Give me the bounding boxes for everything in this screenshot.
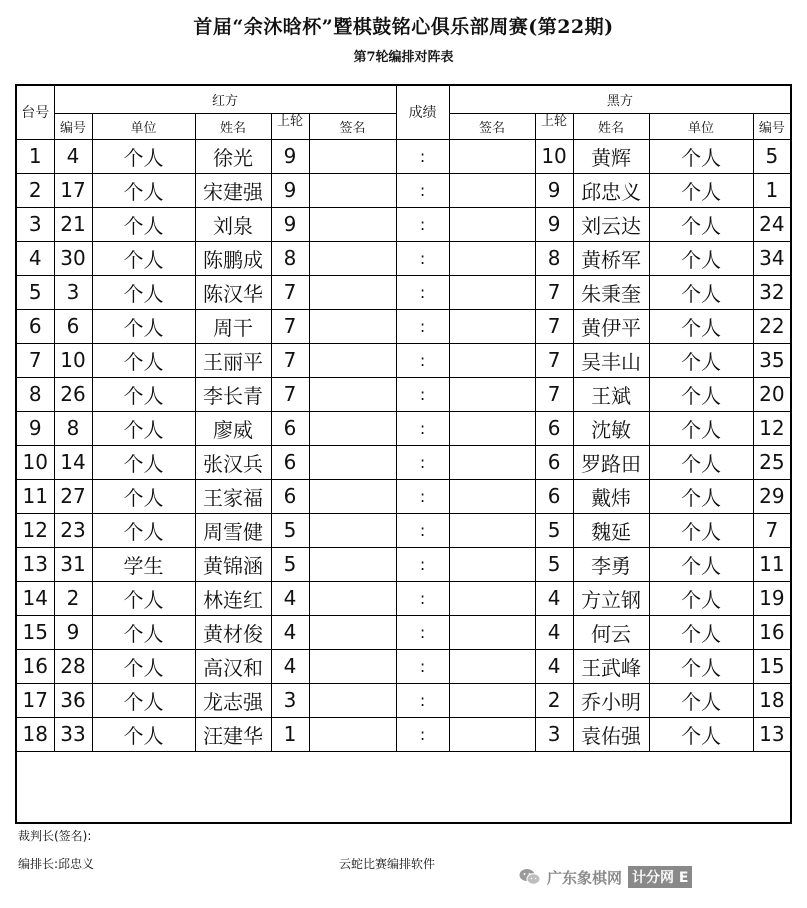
cell-black-number: 12 (753, 411, 791, 445)
cell-table-no: 2 (16, 173, 54, 207)
cell-red-number: 8 (54, 411, 92, 445)
cell-table-no: 7 (16, 343, 54, 377)
cell-black-name: 黄辉 (573, 139, 649, 173)
header-red-number: 编号 (54, 113, 92, 139)
cell-red-last-round: 6 (271, 479, 309, 513)
cell-black-unit: 个人 (649, 615, 753, 649)
cell-red-number: 21 (54, 207, 92, 241)
cell-red-unit: 学生 (92, 547, 195, 581)
cell-red-unit: 个人 (92, 717, 195, 751)
cell-black-name: 魏延 (573, 513, 649, 547)
cell-black-last-round: 9 (535, 173, 573, 207)
cell-black-signature[interactable] (449, 309, 535, 343)
cell-black-name: 袁佑强 (573, 717, 649, 751)
watermark-suffix: 计分网 E (628, 866, 692, 888)
cell-red-number: 27 (54, 479, 92, 513)
cell-black-number: 24 (753, 207, 791, 241)
table-row (16, 207, 791, 241)
cell-red-name: 黄锦涵 (195, 547, 271, 581)
cell-red-name: 廖威 (195, 411, 271, 445)
cell-black-number: 35 (753, 343, 791, 377)
cell-red-last-round: 9 (271, 139, 309, 173)
cell-red-last-round: 6 (271, 445, 309, 479)
header-black-name: 姓名 (573, 113, 649, 139)
cell-red-last-round: 1 (271, 717, 309, 751)
cell-red-name: 黄材俊 (195, 615, 271, 649)
table-row (16, 581, 791, 615)
cell-red-unit: 个人 (92, 207, 195, 241)
header-black-number: 编号 (753, 113, 791, 139)
cell-red-number: 2 (54, 581, 92, 615)
cell-red-unit: 个人 (92, 139, 195, 173)
table-row (16, 275, 791, 309)
cell-score: : (396, 309, 449, 343)
cell-black-unit: 个人 (649, 377, 753, 411)
cell-red-signature[interactable] (309, 173, 396, 207)
cell-red-signature[interactable] (309, 615, 396, 649)
cell-red-unit: 个人 (92, 377, 195, 411)
cell-red-name: 周雪健 (195, 513, 271, 547)
cell-table-no: 13 (16, 547, 54, 581)
cell-red-number: 36 (54, 683, 92, 717)
cell-score: : (396, 343, 449, 377)
cell-black-signature[interactable] (449, 615, 535, 649)
header-score: 成绩 (396, 85, 449, 139)
cell-red-signature[interactable] (309, 377, 396, 411)
cell-red-number: 28 (54, 649, 92, 683)
cell-red-signature[interactable] (309, 445, 396, 479)
cell-black-number: 5 (753, 139, 791, 173)
cell-red-name: 陈汉华 (195, 275, 271, 309)
header-black-unit: 单位 (649, 113, 753, 139)
cell-score: : (396, 139, 449, 173)
cell-black-last-round: 5 (535, 513, 573, 547)
cell-table-no: 10 (16, 445, 54, 479)
cell-red-signature[interactable] (309, 547, 396, 581)
cell-black-last-round: 7 (535, 377, 573, 411)
cell-black-unit: 个人 (649, 411, 753, 445)
header-red-side: 红方 (54, 85, 396, 113)
cell-table-no: 16 (16, 649, 54, 683)
cell-black-name: 邱忠义 (573, 173, 649, 207)
cell-red-name: 张汉兵 (195, 445, 271, 479)
blank-cell (16, 751, 791, 823)
header-table-no: 台号 (16, 85, 54, 139)
cell-black-last-round: 6 (535, 479, 573, 513)
cell-black-unit: 个人 (649, 649, 753, 683)
cell-score: : (396, 513, 449, 547)
cell-red-name: 林连红 (195, 581, 271, 615)
cell-black-name: 吴丰山 (573, 343, 649, 377)
cell-black-number: 18 (753, 683, 791, 717)
cell-red-signature[interactable] (309, 343, 396, 377)
cell-table-no: 9 (16, 411, 54, 445)
table-row (16, 649, 791, 683)
cell-table-no: 4 (16, 241, 54, 275)
cell-black-last-round: 9 (535, 207, 573, 241)
cell-black-unit: 个人 (649, 445, 753, 479)
cell-red-last-round: 3 (271, 683, 309, 717)
cell-black-number: 19 (753, 581, 791, 615)
cell-score: : (396, 241, 449, 275)
cell-table-no: 17 (16, 683, 54, 717)
cell-black-signature[interactable] (449, 241, 535, 275)
header-black-last-round: 上轮 (535, 113, 573, 139)
cell-red-unit: 个人 (92, 241, 195, 275)
cell-red-number: 4 (54, 139, 92, 173)
cell-score: : (396, 649, 449, 683)
cell-table-no: 3 (16, 207, 54, 241)
cell-red-signature[interactable] (309, 411, 396, 445)
cell-red-last-round: 6 (271, 411, 309, 445)
table-row (16, 683, 791, 717)
cell-score: : (396, 411, 449, 445)
cell-black-number: 15 (753, 649, 791, 683)
cell-red-name: 陈鹏成 (195, 241, 271, 275)
cell-red-number: 14 (54, 445, 92, 479)
header-black-side: 黑方 (449, 85, 791, 113)
cell-black-signature[interactable] (449, 479, 535, 513)
arranger-label: 编排长:邱忠义 (18, 857, 95, 871)
cell-score: : (396, 173, 449, 207)
cell-black-signature[interactable] (449, 547, 535, 581)
cell-score: : (396, 717, 449, 751)
cell-red-unit: 个人 (92, 173, 195, 207)
cell-red-signature[interactable] (309, 649, 396, 683)
table-row (16, 343, 791, 377)
cell-red-name: 徐光 (195, 139, 271, 173)
cell-red-unit: 个人 (92, 343, 195, 377)
cell-black-last-round: 4 (535, 615, 573, 649)
cell-red-last-round: 4 (271, 581, 309, 615)
cell-red-name: 周干 (195, 309, 271, 343)
cell-black-number: 1 (753, 173, 791, 207)
cell-black-number: 11 (753, 547, 791, 581)
cell-score: : (396, 479, 449, 513)
cell-red-last-round: 4 (271, 615, 309, 649)
cell-black-unit: 个人 (649, 241, 753, 275)
cell-red-unit: 个人 (92, 411, 195, 445)
header-red-last-round: 上轮 (271, 113, 309, 139)
cell-table-no: 5 (16, 275, 54, 309)
watermark-text: 广东象棋网 (547, 868, 623, 887)
cell-table-no: 11 (16, 479, 54, 513)
cell-red-number: 30 (54, 241, 92, 275)
table-row (16, 513, 791, 547)
cell-table-no: 15 (16, 615, 54, 649)
cell-black-name: 朱秉奎 (573, 275, 649, 309)
cell-table-no: 8 (16, 377, 54, 411)
cell-black-name: 沈敏 (573, 411, 649, 445)
cell-table-no: 14 (16, 581, 54, 615)
cell-red-number: 9 (54, 615, 92, 649)
cell-black-number: 29 (753, 479, 791, 513)
cell-red-name: 宋建强 (195, 173, 271, 207)
table-row (16, 547, 791, 581)
cell-table-no: 1 (16, 139, 54, 173)
cell-red-unit: 个人 (92, 309, 195, 343)
cell-black-unit: 个人 (649, 581, 753, 615)
cell-black-name: 黄伊平 (573, 309, 649, 343)
cell-red-last-round: 7 (271, 343, 309, 377)
cell-black-last-round: 8 (535, 241, 573, 275)
cell-black-unit: 个人 (649, 547, 753, 581)
cell-black-signature[interactable] (449, 581, 535, 615)
cell-red-number: 10 (54, 343, 92, 377)
cell-red-last-round: 5 (271, 547, 309, 581)
cell-red-number: 6 (54, 309, 92, 343)
cell-red-signature[interactable] (309, 479, 396, 513)
cell-red-unit: 个人 (92, 479, 195, 513)
cell-black-unit: 个人 (649, 513, 753, 547)
cell-red-unit: 个人 (92, 683, 195, 717)
cell-black-name: 罗路田 (573, 445, 649, 479)
cell-red-signature[interactable] (309, 275, 396, 309)
cell-score: : (396, 615, 449, 649)
cell-black-signature[interactable] (449, 445, 535, 479)
cell-red-last-round: 4 (271, 649, 309, 683)
cell-black-unit: 个人 (649, 139, 753, 173)
table-row (16, 173, 791, 207)
cell-red-name: 高汉和 (195, 649, 271, 683)
blank-row (16, 751, 791, 823)
cell-black-signature[interactable] (449, 683, 535, 717)
cell-black-name: 李勇 (573, 547, 649, 581)
cell-red-signature[interactable] (309, 683, 396, 717)
cell-score: : (396, 445, 449, 479)
cell-black-unit: 个人 (649, 717, 753, 751)
cell-red-signature[interactable] (309, 241, 396, 275)
header-red-signature: 签名 (309, 113, 396, 139)
cell-black-signature[interactable] (449, 139, 535, 173)
cell-black-number: 16 (753, 615, 791, 649)
cell-black-number: 7 (753, 513, 791, 547)
cell-red-signature[interactable] (309, 309, 396, 343)
cell-red-signature[interactable] (309, 717, 396, 751)
cell-black-number: 32 (753, 275, 791, 309)
cell-red-number: 17 (54, 173, 92, 207)
cell-red-number: 31 (54, 547, 92, 581)
cell-red-last-round: 7 (271, 275, 309, 309)
cell-black-name: 何云 (573, 615, 649, 649)
cell-black-unit: 个人 (649, 309, 753, 343)
cell-red-signature[interactable] (309, 207, 396, 241)
table-row (16, 717, 791, 751)
cell-black-last-round: 7 (535, 275, 573, 309)
cell-score: : (396, 683, 449, 717)
cell-black-unit: 个人 (649, 275, 753, 309)
cell-black-last-round: 5 (535, 547, 573, 581)
cell-black-last-round: 4 (535, 581, 573, 615)
cell-table-no: 12 (16, 513, 54, 547)
cell-score: : (396, 547, 449, 581)
cell-black-last-round: 6 (535, 445, 573, 479)
watermark (519, 864, 781, 890)
table-row (16, 139, 791, 173)
cell-black-last-round: 7 (535, 343, 573, 377)
cell-score: : (396, 275, 449, 309)
cell-score: : (396, 581, 449, 615)
cell-black-number: 25 (753, 445, 791, 479)
cell-red-name: 汪建华 (195, 717, 271, 751)
cell-red-signature[interactable] (309, 581, 396, 615)
cell-black-name: 刘云达 (573, 207, 649, 241)
cell-black-last-round: 3 (535, 717, 573, 751)
cell-black-last-round: 6 (535, 411, 573, 445)
table-row (16, 241, 791, 275)
cell-black-unit: 个人 (649, 343, 753, 377)
table-row (16, 615, 791, 649)
cell-red-signature[interactable] (309, 513, 396, 547)
cell-black-unit: 个人 (649, 683, 753, 717)
pairing-table (15, 84, 792, 824)
cell-red-signature[interactable] (309, 139, 396, 173)
header-red-unit: 单位 (92, 113, 195, 139)
cell-black-signature[interactable] (449, 343, 535, 377)
cell-black-last-round: 7 (535, 309, 573, 343)
pairing-rows (16, 139, 791, 823)
cell-table-no: 18 (16, 717, 54, 751)
cell-black-signature[interactable] (449, 513, 535, 547)
cell-red-number: 26 (54, 377, 92, 411)
cell-red-name: 龙志强 (195, 683, 271, 717)
cell-black-number: 13 (753, 717, 791, 751)
cell-red-unit: 个人 (92, 275, 195, 309)
cell-black-name: 戴炜 (573, 479, 649, 513)
cell-red-last-round: 7 (271, 309, 309, 343)
cell-table-no: 6 (16, 309, 54, 343)
cell-red-unit: 个人 (92, 445, 195, 479)
software-label: 云蛇比赛编排软件 (339, 857, 436, 871)
cell-black-signature[interactable] (449, 649, 535, 683)
table-row (16, 309, 791, 343)
header-red-name: 姓名 (195, 113, 271, 139)
page-title: 首届“余沐晗杯”暨棋鼓铭心俱乐部周赛(第22期) (193, 16, 614, 38)
cell-black-signature[interactable] (449, 173, 535, 207)
cell-score: : (396, 207, 449, 241)
cell-red-unit: 个人 (92, 513, 195, 547)
cell-black-last-round: 2 (535, 683, 573, 717)
cell-red-unit: 个人 (92, 581, 195, 615)
cell-red-last-round: 9 (271, 207, 309, 241)
cell-black-signature[interactable] (449, 377, 535, 411)
cell-black-unit: 个人 (649, 207, 753, 241)
cell-black-last-round: 4 (535, 649, 573, 683)
cell-red-last-round: 8 (271, 241, 309, 275)
cell-red-number: 33 (54, 717, 92, 751)
cell-red-last-round: 7 (271, 377, 309, 411)
cell-score: : (396, 377, 449, 411)
cell-black-name: 王武峰 (573, 649, 649, 683)
table-row (16, 479, 791, 513)
cell-red-name: 王家福 (195, 479, 271, 513)
cell-black-number: 20 (753, 377, 791, 411)
cell-black-signature[interactable] (449, 275, 535, 309)
cell-red-number: 3 (54, 275, 92, 309)
cell-black-signature[interactable] (449, 411, 535, 445)
table-row (16, 377, 791, 411)
cell-black-name: 方立钢 (573, 581, 649, 615)
cell-red-unit: 个人 (92, 649, 195, 683)
cell-black-unit: 个人 (649, 173, 753, 207)
cell-black-name: 乔小明 (573, 683, 649, 717)
cell-red-last-round: 9 (271, 173, 309, 207)
cell-red-name: 刘泉 (195, 207, 271, 241)
cell-red-last-round: 5 (271, 513, 309, 547)
header-black-signature: 签名 (449, 113, 535, 139)
cell-black-signature[interactable] (449, 717, 535, 751)
chief-referee-signature: 裁判长(签名): (18, 829, 92, 843)
cell-black-unit: 个人 (649, 479, 753, 513)
wechat-icon (519, 868, 541, 886)
table-row (16, 445, 791, 479)
cell-red-name: 李长青 (195, 377, 271, 411)
table-row (16, 411, 791, 445)
cell-black-signature[interactable] (449, 207, 535, 241)
cell-black-last-round: 10 (535, 139, 573, 173)
cell-red-name: 王丽平 (195, 343, 271, 377)
cell-black-number: 22 (753, 309, 791, 343)
cell-red-number: 23 (54, 513, 92, 547)
cell-black-name: 黄桥军 (573, 241, 649, 275)
page-subtitle: 第7轮编排对阵表 (353, 50, 454, 65)
cell-black-number: 34 (753, 241, 791, 275)
cell-black-name: 王斌 (573, 377, 649, 411)
cell-red-unit: 个人 (92, 615, 195, 649)
